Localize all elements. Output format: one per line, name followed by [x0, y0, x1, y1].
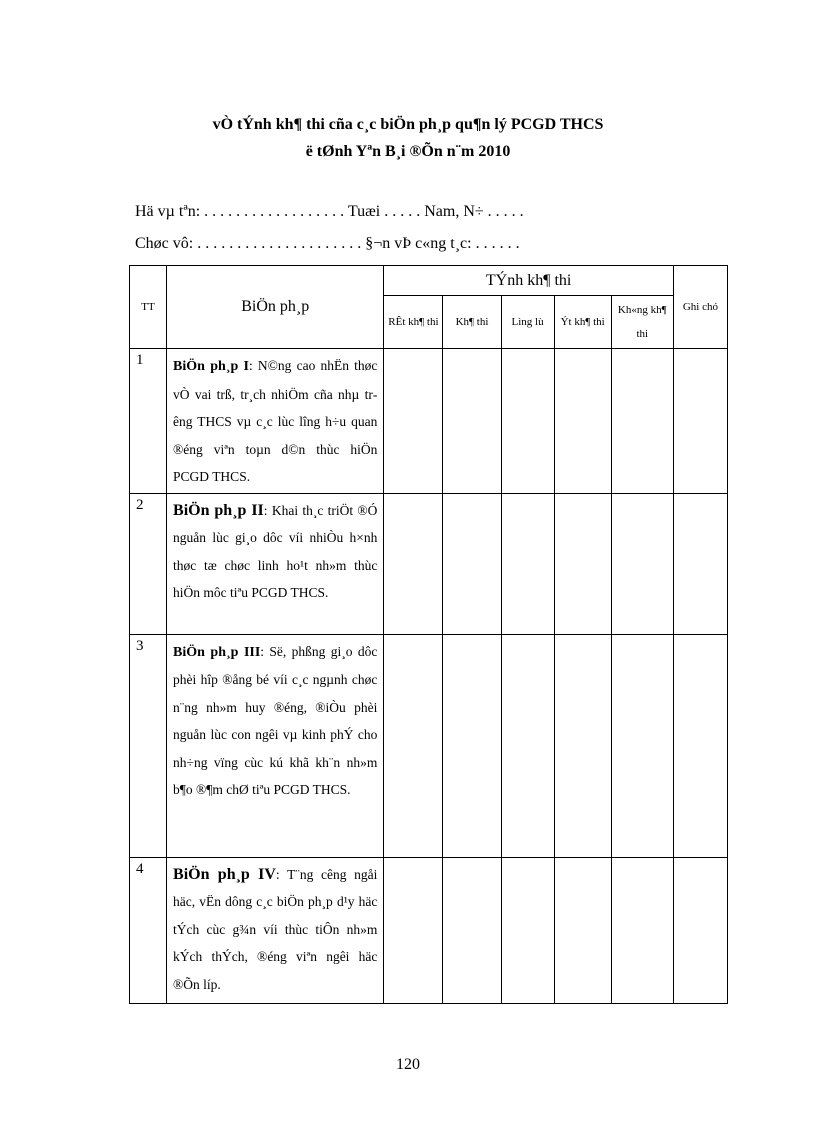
rating-cell[interactable]: [443, 634, 501, 857]
measure-title: BiÖn ph¸p IV: [173, 865, 276, 883]
rating-cell[interactable]: [554, 349, 611, 494]
page-title: vÒ tÝnh kh¶ thi cña c¸c biÖn ph¸p qu¶n lý PCGD THCS: [212, 116, 604, 133]
rating-cell[interactable]: [554, 634, 611, 857]
rating-cell[interactable]: [443, 349, 501, 494]
col-header-bien-phap: BiÖn ph¸p: [167, 266, 384, 349]
row-number: 1: [130, 349, 167, 494]
note-cell[interactable]: [673, 634, 727, 857]
rating-cell[interactable]: [443, 493, 501, 634]
col-header-kha-thi: Kh¶ thi: [443, 296, 501, 349]
col-header-it-kha-thi: Ýt kh¶ thi: [554, 296, 611, 349]
col-header-tt: TT: [130, 266, 167, 349]
rating-cell[interactable]: [384, 349, 443, 494]
measure-description: [167, 857, 384, 1003]
col-header-rat-kha-thi: RÊt kh¶ thi: [384, 296, 443, 349]
row-number: 2: [130, 493, 167, 634]
rating-cell[interactable]: [611, 857, 673, 1003]
rating-cell[interactable]: [384, 857, 443, 1003]
measure-text: : Së, phßng gi¸o dôc phèi hîp ®ång bé víi c¸c ngµnh chøc n¨ng nh»m huy ®éng, ®iÒu phèi nguån lùc con ngêi vµ kinh phÝ cho nh÷ng vïng cùc kú khã kh¨n nh»m b¶o ®¶m chØ tiªu PCGD THCS.: [173, 643, 378, 797]
rating-cell[interactable]: [611, 349, 673, 494]
measure-description: [167, 634, 384, 857]
rating-cell[interactable]: [554, 857, 611, 1003]
measure-description: [167, 493, 384, 634]
note-cell[interactable]: [673, 857, 727, 1003]
rating-cell[interactable]: [611, 634, 673, 857]
respondent-job-line: Chøc vô: . . . . . . . . . . . . . . . . . . . . . §¬n vÞ c«ng t¸c: . . . . . .: [135, 235, 520, 252]
row-number: 4: [130, 857, 167, 1003]
rating-cell[interactable]: [501, 857, 554, 1003]
rating-cell[interactable]: [611, 493, 673, 634]
rating-cell[interactable]: [554, 493, 611, 634]
rating-cell[interactable]: [384, 634, 443, 857]
col-header-group-feasibility: TÝnh kh¶ thi: [384, 266, 673, 296]
col-header-luong-lu: Lìng lù: [501, 296, 554, 349]
page-subtitle: ë tØnh Yªn B¸i ®Õn n¨m 2010: [305, 143, 511, 160]
respondent-info-line: Hä vµ tªn: . . . . . . . . . . . . . . . . . . Tuæi . . . . . Nam, N÷ . . . . .: [135, 203, 524, 220]
measure-text: : N©ng cao nhËn thøc vÒ vai trß, tr¸ch nhiÖm cña nhµ trêng THCS vµ c¸c lùc lîng h÷u quan ®éng viªn toµn d©n thùc hiÖn PCGD THCS.: [173, 358, 378, 484]
measure-text: : T¨ng cêng ngåi häc, vËn dông c¸c biÖn ph¸p d¹y häc tÝch cùc g¾n víi thùc tiÔn nh»m kÝch thÝch, ®éng viªn ngêi häc ®Õn líp.: [173, 866, 378, 992]
measure-title: BiÖn ph¸p III: [173, 644, 261, 660]
table-row: [130, 857, 728, 1003]
measure-title: BiÖn ph¸p II: [173, 501, 264, 519]
rating-cell[interactable]: [501, 634, 554, 857]
table-row: [130, 634, 728, 857]
feasibility-table: [129, 265, 728, 1004]
rating-cell[interactable]: [501, 349, 554, 494]
col-header-ghi-chu: Ghi chó: [673, 266, 727, 349]
rating-cell[interactable]: [443, 857, 501, 1003]
rating-cell[interactable]: [384, 493, 443, 634]
col-header-khong-kha-thi: Kh«ng kh¶ thi: [611, 296, 673, 349]
measure-text: : Khai th¸c triÖt ®Ó nguån lùc gi¸o dôc víi nhiÒu h×nh thøc tæ chøc linh ho¹t nh»m thùc hiÖn môc tiªu PCGD THCS.: [173, 502, 378, 600]
measure-description: [167, 349, 384, 494]
note-cell[interactable]: [673, 349, 727, 494]
row-number: 3: [130, 634, 167, 857]
table-row: [130, 493, 728, 634]
rating-cell[interactable]: [501, 493, 554, 634]
note-cell[interactable]: [673, 493, 727, 634]
measure-title: BiÖn ph¸p I: [173, 359, 249, 374]
page-number: 120: [396, 1056, 420, 1073]
table-row: [130, 349, 728, 494]
